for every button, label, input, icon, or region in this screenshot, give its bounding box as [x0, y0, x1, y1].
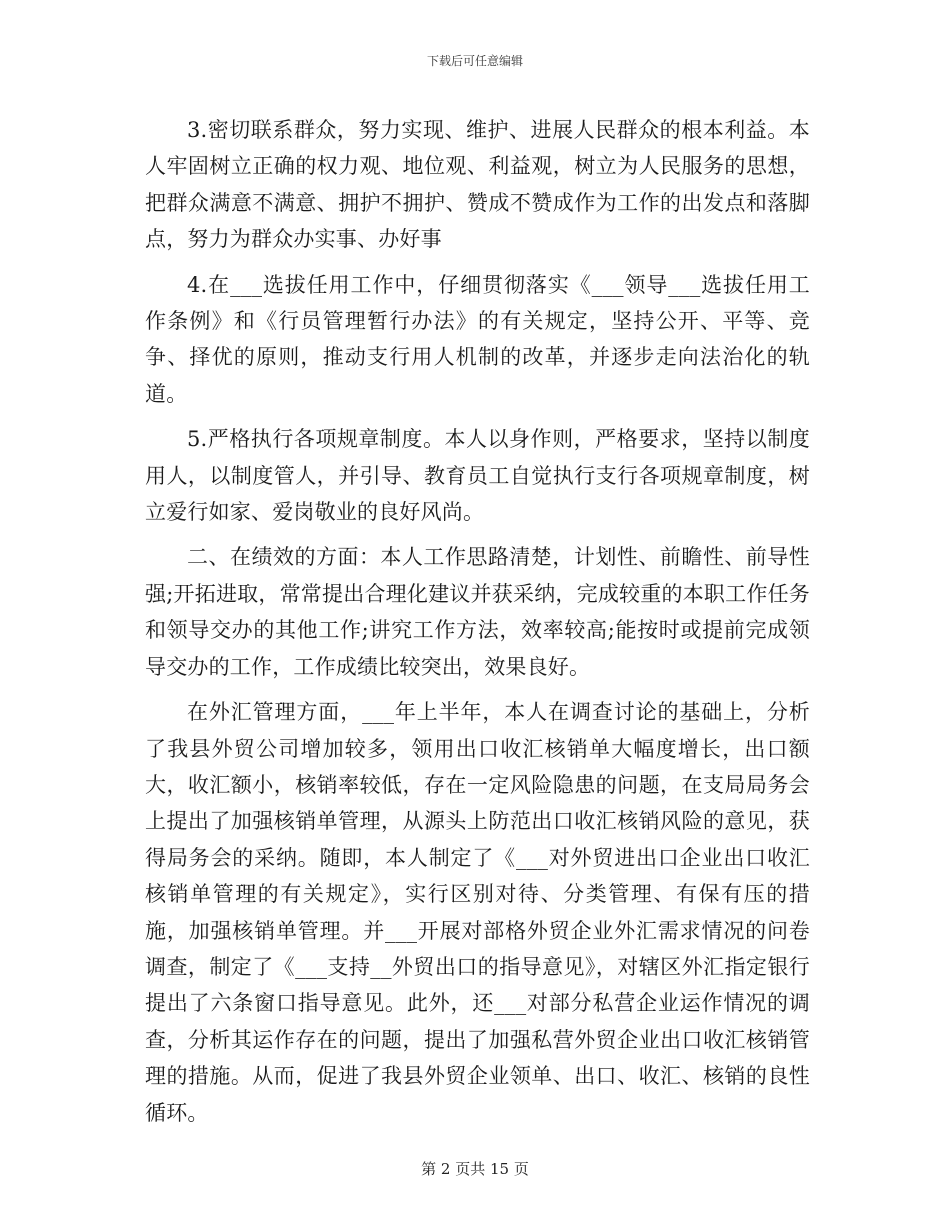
- paragraph-5: 在外汇管理方面，___年上半年，本人在调查讨论的基础上，分析了我县外贸公司增加较多，领用出口收汇核销单大幅度增长，出口额大，收汇额小，核销率较低，存在一定风险隐患的问题，在支局局务会上提出了加强核销单管理，从源头上防范出口收汇核销风险的意见，获得局务会的采纳。随即，本人制定了《___对外贸进出口企业出口收汇核销单管理的有关规定》，实行区别对待、分类管理、有保有压的措施，加强核销单管理。并___开展对部格外贸企业外汇需求情况的问卷调查，制定了《___支持__外贸出口的指导意见》，对辖区外汇指定银行提出了六条窗口指导意见。此外，还___对部分私营企业运作情况的调查，分析其运作存在的问题，提出了加强私营外贸企业出口收汇核销管理的措施。从而，促进了我县外贸企业领单、出口、收汇、核销的良性循环。: [145, 700, 810, 1125]
- document-body: [145, 112, 810, 1140]
- paragraph-3: 5.严格执行各项规章制度。本人以身作则，严格要求，坚持以制度用人，以制度管人，并引导、教育员工自觉执行支行各项规章制度，树立爱行如家、爱岗敬业的良好风尚。: [145, 427, 810, 525]
- page-header: 下载后可任意编辑: [426, 54, 523, 68]
- paragraph-1: 3.密切联系群众，努力实现、维护、进展人民群众的根本利益。本人牢固树立正确的权力观、地位观、利益观，树立为人民服务的思想，把群众满意不满意、拥护不拥护、赞成不赞成作为工作的出发点和落脚点，努力为群众办实事、办好事: [145, 118, 810, 252]
- page-footer: 第 2 页共 15 页: [421, 1160, 529, 1178]
- paragraph-4: 二、在绩效的方面：本人工作思路清楚，计划性、前瞻性、前导性强;开拓进取，常常提出合理化建议并获采纳，完成较重的本职工作任务和领导交办的其他工作;讲究工作方法，效率较高;能按时或提前完成领导交办的工作，工作成绩比较突出，效果良好。: [145, 545, 810, 679]
- paragraph-2: 4.在___选拔任用工作中，仔细贯彻落实《___领导___选拔任用工作条例》和《行员管理暂行办法》的有关规定，坚持公开、平等、竞争、择优的原则，推动支行用人机制的改革，并逐步走向法治化的轨道。: [145, 272, 810, 406]
